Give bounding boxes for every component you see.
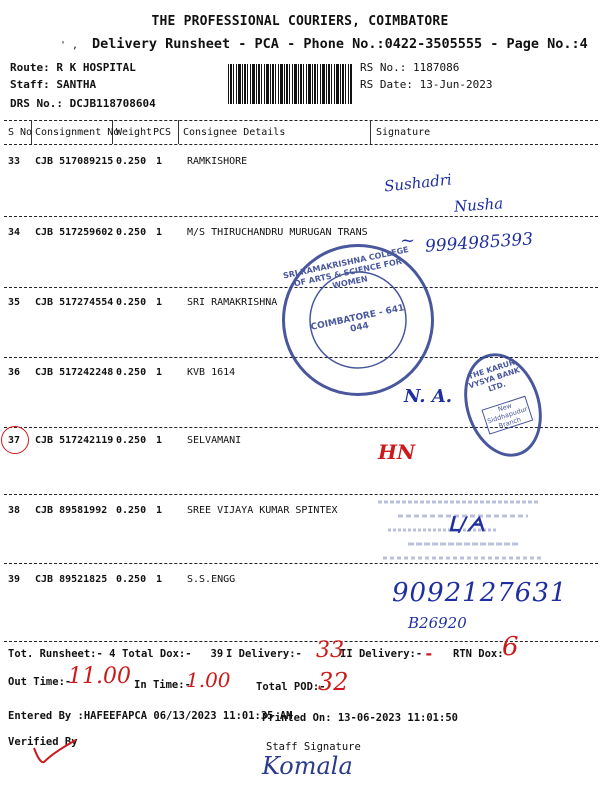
total-pod-value: 32: [318, 668, 349, 696]
barcode: [228, 64, 352, 104]
staff-signature-label: Staff Signature: [266, 741, 361, 753]
faded-company-stamp: [378, 496, 546, 566]
row-sno: 34: [8, 227, 21, 238]
row-weight: 0.250: [116, 435, 147, 446]
table-header-rule: [4, 144, 598, 145]
row-consignment: CJB 517089215: [35, 156, 114, 167]
row-37-circle-mark: [1, 426, 29, 454]
company-title: THE PROFESSIONAL COURIERS, COIMBATORE: [151, 14, 449, 29]
row-weight: 0.250: [116, 297, 147, 308]
printed-on: Printed On: 13-06-2023 11:01:50: [262, 712, 458, 724]
col-divider: [370, 120, 371, 144]
phone-row-34: 9994985393: [424, 229, 534, 257]
tot-runsheet: Tot. Runsheet:- 4: [8, 648, 116, 660]
row-separator: [4, 494, 598, 495]
row-consignee: M/S THIRUCHANDRU MURUGAN TRANS: [187, 227, 368, 238]
signature-row-37: HN: [378, 440, 416, 464]
row-separator: [4, 216, 598, 217]
row-pcs: 1: [156, 156, 163, 167]
row-consignment: CJB 517242248: [35, 367, 114, 378]
drs-label: DRS No.:: [10, 97, 63, 110]
row-sno: 33: [8, 156, 21, 167]
college-stamp-city: COIMBATORE - 641 044: [309, 303, 406, 335]
row-sno: 38: [8, 505, 21, 516]
col-header-sno: S No: [8, 127, 33, 138]
signature-row-33: Sushadri: [383, 170, 453, 196]
total-pod-label: Total POD:-: [256, 681, 326, 693]
verified-by-label: Verified By: [8, 736, 78, 748]
route-label: Route:: [10, 61, 50, 74]
phone-row-39: 9092127631: [392, 578, 568, 608]
route-value: R K HOSPITAL: [56, 61, 136, 74]
row-weight: 0.250: [116, 574, 147, 585]
row-pcs: 1: [156, 227, 163, 238]
row-consignee: SREE VIJAYA KUMAR SPINTEX: [187, 505, 338, 516]
signature-row-38: ᒪ∕ᗅ: [448, 512, 486, 536]
out-time-label: Out Time:-: [8, 676, 72, 688]
runsheet-subtitle: Delivery Runsheet - PCA - Phone No.:0422-3505555 - Page No.:4: [92, 36, 588, 52]
rs-date-value: 13-Jun-2023: [419, 78, 493, 91]
col-header-signature: Signature: [376, 127, 431, 138]
ii-delivery-label: II Delivery:-: [340, 648, 423, 660]
row-consignment: CJB 517259602: [35, 227, 114, 238]
col-divider: [178, 120, 179, 144]
row-weight: 0.250: [116, 367, 147, 378]
rs-no-line: [360, 61, 459, 74]
row-consignment: CJB 89581992: [35, 505, 108, 516]
col-header-weight: Weight: [116, 127, 153, 138]
drs-line: [10, 97, 156, 110]
row-sno: 37: [8, 435, 21, 446]
route-line: [10, 61, 136, 74]
drs-value: DCJB118708604: [69, 97, 156, 110]
col-header-consignee: Consignee Details: [183, 127, 286, 138]
rs-date-label: RS Date:: [360, 78, 413, 91]
i-delivery-value: 33: [316, 638, 344, 663]
rtn-dox-value: 6: [502, 632, 519, 662]
in-time-value: 1.00: [186, 668, 231, 692]
rs-no-label: RS No.:: [360, 61, 407, 74]
staff-label: Staff:: [10, 78, 50, 91]
row-consignee: KVB 1614: [187, 367, 236, 378]
margin-ticks: ' ,: [60, 40, 79, 51]
row-sno: 36: [8, 367, 21, 378]
row-consignment: CJB 517242119: [35, 435, 114, 446]
in-time-label: In Time:-: [134, 679, 191, 691]
rs-date-line: [360, 78, 492, 91]
note-row-39: B26920: [408, 614, 467, 632]
row-weight: 0.250: [116, 156, 147, 167]
row-pcs: 1: [156, 435, 163, 446]
table-top-rule: [4, 120, 598, 121]
row-consignee: S.S.ENGG: [187, 574, 236, 585]
out-time-value: 11.00: [68, 664, 131, 689]
bank-stamp-text: THE KARUR VYSYA BANK LTD.: [467, 357, 521, 394]
signature-row-33-b: Nusha: [453, 194, 504, 216]
bank-stamp-branch: New Siddhapudur Branch: [481, 396, 533, 435]
row-weight: 0.250: [116, 505, 147, 516]
college-stamp-text: SRI RAMAKRISHNA COLLEGE OF ARTS & SCIENCE FOR WOMEN: [282, 245, 410, 291]
verified-tick-mark: [30, 738, 80, 768]
row-consignee: RAMKISHORE: [187, 156, 248, 167]
row-pcs: 1: [156, 574, 163, 585]
row-sno: 35: [8, 297, 21, 308]
row-sno: 39: [8, 574, 21, 585]
row-weight: 0.250: [116, 227, 147, 238]
rtn-dox-label: RTN Dox:: [453, 648, 504, 660]
total-dox: Total Dox:- 39: [122, 648, 224, 660]
row-pcs: 1: [156, 505, 163, 516]
ii-delivery-value: -: [424, 644, 434, 663]
row-pcs: 1: [156, 297, 163, 308]
row-consignee: SRI RAMAKRISHNA: [187, 297, 278, 308]
staff-signature: Komala: [262, 752, 353, 780]
row-pcs: 1: [156, 367, 163, 378]
staff-line: [10, 78, 96, 91]
staff-value: SANTHA: [56, 78, 97, 91]
signature-row-36: N. A.: [404, 386, 453, 407]
col-header-consignment: Consignment No: [35, 127, 120, 138]
row-consignment: CJB 89521825: [35, 574, 108, 585]
row-consignee: SELVAMANI: [187, 435, 242, 446]
signature-row-34-mark: ~: [400, 230, 416, 251]
col-header-pcs: PCS: [153, 127, 172, 138]
bank-stamp: [451, 343, 554, 467]
faded-stamp-lines: [378, 496, 546, 566]
rs-no-value: 1187086: [412, 61, 460, 74]
row-consignment: CJB 517274554: [35, 297, 114, 308]
college-stamp: [268, 230, 448, 410]
i-delivery-label: I Delivery:-: [226, 648, 302, 660]
entered-by: Entered By :HAFEEFAPCA 06/13/2023 11:01:35 AM: [8, 710, 293, 722]
